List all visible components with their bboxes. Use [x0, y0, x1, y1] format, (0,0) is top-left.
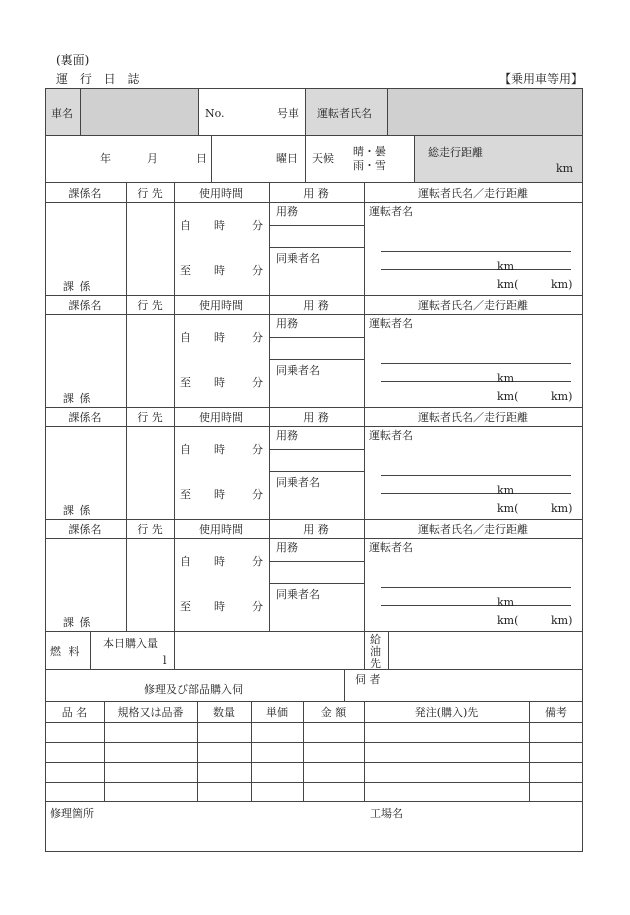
time-to-minute: 分	[252, 600, 263, 613]
distance-total-open: km(	[497, 278, 519, 291]
time-to-label: 至	[180, 376, 191, 389]
distance-total-close: km)	[551, 390, 573, 403]
parts-col-header-6: 発注(購入)先	[414, 706, 479, 719]
trip-header-driver-dist: 運転者氏名／走行距離	[418, 523, 528, 536]
repair-row	[45, 670, 583, 702]
passengers-label: 同乗者名	[276, 588, 320, 601]
time-to-label: 至	[180, 264, 191, 277]
parts-table-row[interactable]	[45, 762, 583, 782]
time-from-minute: 分	[252, 555, 263, 568]
time-from-label: 自	[180, 331, 191, 344]
trip-header-dept: 課係名	[68, 299, 102, 312]
trip-header-business: 用 務	[303, 411, 329, 424]
total-distance-label: 総走行距離	[428, 146, 483, 159]
parts-col-header-7: 備考	[545, 706, 567, 719]
business-label: 用務	[276, 541, 298, 554]
trip-header-business: 用 務	[303, 299, 329, 312]
dept-suffix: 課 係	[63, 504, 92, 517]
year-label: 年	[100, 152, 111, 165]
time-from-label: 自	[180, 219, 191, 232]
trip-header-time: 使用時間	[199, 523, 243, 536]
fuel-unit: l	[163, 654, 167, 667]
back-side-label: (裏面)	[56, 53, 90, 67]
time-to-hour: 時	[214, 264, 225, 277]
driver-label: 運転者名	[369, 429, 413, 442]
time-to-hour: 時	[214, 376, 225, 389]
driver-name-value[interactable]	[388, 89, 582, 135]
time-from-hour: 時	[214, 443, 225, 456]
trip-header-business: 用 務	[303, 187, 329, 200]
distance-unit: km	[497, 372, 515, 385]
weekday-label: 曜日	[276, 152, 298, 165]
car-name-label: 車名	[51, 107, 73, 120]
fuel-station-char-1: 給	[370, 633, 381, 646]
driver-name-label: 運転者氏名	[317, 107, 372, 120]
weather-label: 天候	[312, 152, 334, 165]
distance-unit: km	[497, 260, 515, 273]
weather-option-rain-snow[interactable]: 雨・雪	[353, 159, 386, 172]
time-from-hour: 時	[214, 219, 225, 232]
trip-header-driver-dist: 運転者氏名／走行距離	[418, 187, 528, 200]
document-type: 【乗用車等用】	[498, 72, 583, 86]
day-label: 日	[196, 152, 207, 165]
time-to-label: 至	[180, 600, 191, 613]
distance-unit: km	[497, 596, 515, 609]
driver-label: 運転者名	[369, 541, 413, 554]
trip-header-dept: 課係名	[68, 523, 102, 536]
driver-label: 運転者名	[369, 205, 413, 218]
business-label: 用務	[276, 317, 298, 330]
time-to-minute: 分	[252, 488, 263, 501]
passengers-label: 同乗者名	[276, 364, 320, 377]
trip-header-time: 使用時間	[199, 411, 243, 424]
month-label: 月	[147, 152, 158, 165]
dept-suffix: 課 係	[63, 280, 92, 293]
trip-header-dest: 行 先	[137, 523, 163, 536]
car-number-suffix: 号車	[277, 107, 299, 120]
fuel-station-char-2: 油	[370, 645, 381, 658]
distance-total-open: km(	[497, 614, 519, 627]
time-from-label: 自	[180, 555, 191, 568]
no-label: No.	[205, 107, 225, 120]
time-from-minute: 分	[252, 219, 263, 232]
weather-option-sunny-cloudy[interactable]: 晴・曇	[353, 145, 386, 158]
repair-place-label: 修理箇所	[50, 807, 94, 820]
parts-table-row[interactable]	[45, 742, 583, 762]
time-to-hour: 時	[214, 488, 225, 501]
fuel-label: 燃 料	[50, 645, 82, 658]
passengers-label: 同乗者名	[276, 476, 320, 489]
parts-col-header-1: 品 名	[61, 706, 88, 719]
business-label: 用務	[276, 429, 298, 442]
total-distance-unit: km	[556, 162, 574, 175]
trip-header-time: 使用時間	[199, 187, 243, 200]
time-to-hour: 時	[214, 600, 225, 613]
distance-unit: km	[497, 484, 515, 497]
approver-label: 伺 者	[355, 673, 381, 686]
trip-header-business: 用 務	[303, 523, 329, 536]
time-from-minute: 分	[252, 443, 263, 456]
repair-place-row[interactable]	[45, 802, 583, 852]
total-distance-cell[interactable]	[415, 136, 582, 182]
trip-header-driver-dist: 運転者氏名／走行距離	[418, 411, 528, 424]
distance-total-open: km(	[497, 390, 519, 403]
dept-suffix: 課 係	[63, 616, 92, 629]
time-to-label: 至	[180, 488, 191, 501]
passengers-label: 同乗者名	[276, 252, 320, 265]
trip-header-dept: 課係名	[68, 187, 102, 200]
time-from-minute: 分	[252, 331, 263, 344]
parts-col-header-2: 規格又は品番	[117, 706, 184, 719]
time-to-minute: 分	[252, 264, 263, 277]
time-from-hour: 時	[214, 331, 225, 344]
parts-col-header-3: 数量	[213, 706, 235, 719]
parts-table-row[interactable]	[45, 782, 583, 802]
time-from-hour: 時	[214, 555, 225, 568]
trip-header-driver-dist: 運転者氏名／走行距離	[418, 299, 528, 312]
fuel-station-char-3: 先	[370, 657, 381, 670]
distance-total-close: km)	[551, 278, 573, 291]
driver-label: 運転者名	[369, 317, 413, 330]
distance-total-close: km)	[551, 614, 573, 627]
trip-header-dest: 行 先	[137, 187, 163, 200]
car-name-value[interactable]	[81, 89, 198, 135]
document-title: 運 行 日 誌	[56, 72, 144, 86]
today-purchase-label: 本日購入量	[103, 637, 158, 650]
trip-header-time: 使用時間	[199, 299, 243, 312]
time-from-label: 自	[180, 443, 191, 456]
business-label: 用務	[276, 205, 298, 218]
parts-col-header-5: 金 額	[320, 706, 347, 719]
distance-total-close: km)	[551, 502, 573, 515]
parts-table-row[interactable]	[45, 722, 583, 742]
trip-header-dest: 行 先	[137, 299, 163, 312]
trip-header-dest: 行 先	[137, 411, 163, 424]
time-to-minute: 分	[252, 376, 263, 389]
distance-total-open: km(	[497, 502, 519, 515]
trip-header-dept: 課係名	[68, 411, 102, 424]
factory-name-label: 工場名	[370, 807, 403, 820]
dept-suffix: 課 係	[63, 392, 92, 405]
repair-title: 修理及び部品購入伺	[144, 683, 243, 696]
parts-col-header-4: 単価	[266, 706, 288, 719]
